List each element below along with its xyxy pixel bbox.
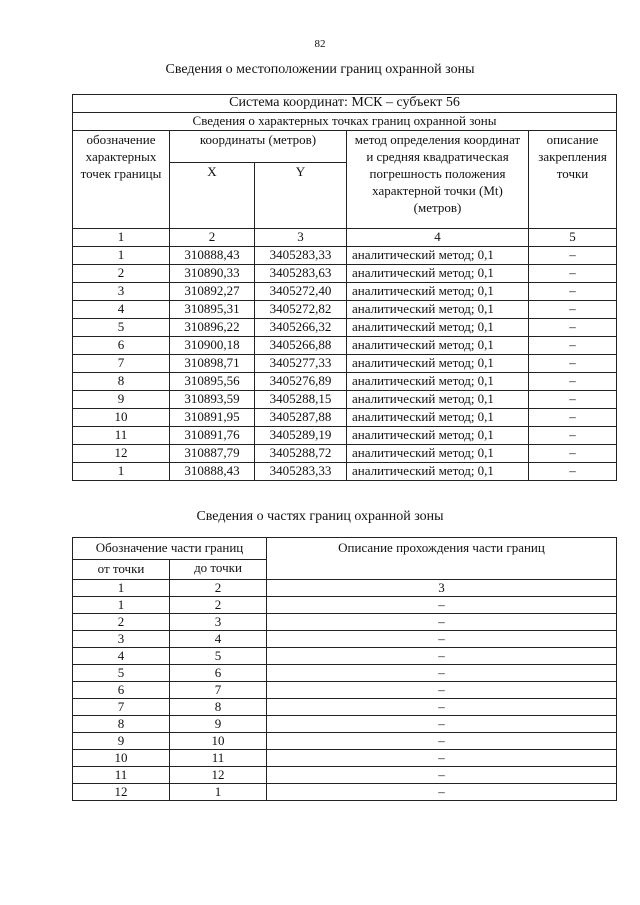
y-coordinate-cell: 3405283,33 — [255, 463, 347, 481]
to-point-cell: 9 — [170, 716, 267, 733]
y-coordinate-cell: 3405289,19 — [255, 427, 347, 445]
parts-title: Сведения о частях границ охранной зоны — [196, 509, 444, 524]
y-coordinate-cell: 3405266,32 — [255, 319, 347, 337]
point-number-cell: 10 — [73, 409, 170, 427]
page-number: 82 — [314, 38, 326, 50]
part-description-cell: – — [267, 597, 617, 614]
system-row — [73, 95, 617, 113]
to-point-cell: 12 — [170, 767, 267, 784]
y-coordinate-cell: 3405276,89 — [255, 373, 347, 391]
table-row — [73, 648, 617, 665]
header-row — [73, 131, 617, 163]
coordinates-header: координаты (метров) — [170, 131, 347, 163]
description-cell: – — [529, 283, 617, 301]
description-cell: – — [529, 337, 617, 355]
column-number: 1 — [73, 229, 170, 247]
column-number: 2 — [170, 229, 255, 247]
column-number: 2 — [170, 580, 267, 597]
from-point-cell: 4 — [73, 648, 170, 665]
table-row — [73, 699, 617, 716]
x-coordinate-cell: 310895,56 — [170, 373, 255, 391]
part-description-cell: – — [267, 716, 617, 733]
to-point-cell: 5 — [170, 648, 267, 665]
point-number-cell: 2 — [73, 265, 170, 283]
description-cell: – — [529, 319, 617, 337]
parts-table — [72, 537, 617, 801]
x-coordinate-cell: 310887,79 — [170, 445, 255, 463]
column-number: 5 — [529, 229, 617, 247]
x-coordinate-cell: 310900,18 — [170, 337, 255, 355]
to-point-cell: 7 — [170, 682, 267, 699]
to-point-cell: 10 — [170, 733, 267, 750]
x-coordinate-cell: 310888,43 — [170, 463, 255, 481]
method-cell: аналитический метод; 0,1 — [347, 265, 529, 283]
from-point-cell: 11 — [73, 767, 170, 784]
from-point-cell: 7 — [73, 699, 170, 716]
y-coordinate-cell: 3405283,63 — [255, 265, 347, 283]
method-cell: аналитический метод; 0,1 — [347, 283, 529, 301]
column-number: 1 — [73, 580, 170, 597]
table-row — [73, 337, 617, 355]
description-cell: – — [529, 445, 617, 463]
method-cell: аналитический метод; 0,1 — [347, 391, 529, 409]
table-row — [73, 750, 617, 767]
table-row — [73, 597, 617, 614]
x-coordinate-cell: 310893,59 — [170, 391, 255, 409]
table-row — [73, 355, 617, 373]
to-point-cell: 11 — [170, 750, 267, 767]
point-number-cell: 3 — [73, 283, 170, 301]
location-title: Сведения о местоположении границ охранной зоны — [165, 62, 475, 77]
points-table — [72, 94, 617, 481]
info-row — [73, 113, 617, 131]
table-row — [73, 265, 617, 283]
point-number-cell: 5 — [73, 319, 170, 337]
x-coordinate-cell: 310891,76 — [170, 427, 255, 445]
to-point-cell: 2 — [170, 597, 267, 614]
table-row — [73, 682, 617, 699]
from-point-cell: 5 — [73, 665, 170, 682]
from-point-cell: 8 — [73, 716, 170, 733]
table-row — [73, 409, 617, 427]
point-number-cell: 9 — [73, 391, 170, 409]
method-header: метод определения координат и средняя квадратическая погрешность положения характерной точки (Mt) (метров) — [347, 131, 529, 229]
part-description-cell: – — [267, 682, 617, 699]
point-number-cell: 1 — [73, 463, 170, 481]
y-coordinate-cell: 3405277,33 — [255, 355, 347, 373]
description-cell: – — [529, 463, 617, 481]
from-point-cell: 6 — [73, 682, 170, 699]
part-description-cell: – — [267, 733, 617, 750]
x-coordinate-cell: 310892,27 — [170, 283, 255, 301]
parts-header-row — [73, 538, 617, 560]
table-row — [73, 319, 617, 337]
point-designation-header: обозначение характерных точек границы — [73, 131, 170, 229]
from-point-cell: 9 — [73, 733, 170, 750]
x-coordinate-cell: 310898,71 — [170, 355, 255, 373]
from-point-header: от точки — [73, 560, 170, 580]
table-row — [73, 427, 617, 445]
point-number-cell: 11 — [73, 427, 170, 445]
to-point-cell: 4 — [170, 631, 267, 648]
point-number-cell: 1 — [73, 247, 170, 265]
method-cell: аналитический метод; 0,1 — [347, 301, 529, 319]
part-description-cell: – — [267, 750, 617, 767]
table-row — [73, 445, 617, 463]
from-point-cell: 10 — [73, 750, 170, 767]
table-row — [73, 247, 617, 265]
y-coordinate-cell: 3405272,82 — [255, 301, 347, 319]
x-header: X — [170, 163, 255, 229]
column-number: 3 — [255, 229, 347, 247]
y-coordinate-cell: 3405288,15 — [255, 391, 347, 409]
description-cell: – — [529, 247, 617, 265]
x-coordinate-cell: 310895,31 — [170, 301, 255, 319]
method-cell: аналитический метод; 0,1 — [347, 373, 529, 391]
part-description-cell: – — [267, 614, 617, 631]
points-info-cell: Сведения о характерных точках границ охранной зоны — [73, 113, 617, 131]
part-description-cell: – — [267, 631, 617, 648]
x-coordinate-cell: 310888,43 — [170, 247, 255, 265]
x-coordinate-cell: 310890,33 — [170, 265, 255, 283]
method-cell: аналитический метод; 0,1 — [347, 337, 529, 355]
part-description-cell: – — [267, 648, 617, 665]
to-point-header: до точки — [170, 560, 267, 580]
table-row — [73, 767, 617, 784]
description-cell: – — [529, 427, 617, 445]
to-point-cell: 6 — [170, 665, 267, 682]
y-coordinate-cell: 3405283,33 — [255, 247, 347, 265]
method-cell: аналитический метод; 0,1 — [347, 319, 529, 337]
from-point-cell: 1 — [73, 597, 170, 614]
table-row — [73, 631, 617, 648]
part-description-cell: – — [267, 665, 617, 682]
part-description-cell: – — [267, 784, 617, 801]
method-cell: аналитический метод; 0,1 — [347, 409, 529, 427]
description-cell: – — [529, 301, 617, 319]
parts-column-number-row — [73, 580, 617, 597]
table-row — [73, 716, 617, 733]
description-cell: – — [529, 373, 617, 391]
point-number-cell: 4 — [73, 301, 170, 319]
coordinate-system-cell: Система координат: МСК – субъект 56 — [73, 95, 617, 113]
table-row — [73, 614, 617, 631]
table-row — [73, 391, 617, 409]
table-row — [73, 373, 617, 391]
part-description-cell: – — [267, 699, 617, 716]
y-coordinate-cell: 3405288,72 — [255, 445, 347, 463]
method-cell: аналитический метод; 0,1 — [347, 427, 529, 445]
method-cell: аналитический метод; 0,1 — [347, 463, 529, 481]
point-number-cell: 6 — [73, 337, 170, 355]
table-row — [73, 665, 617, 682]
from-point-cell: 2 — [73, 614, 170, 631]
from-point-cell: 12 — [73, 784, 170, 801]
part-description-header: Описание прохождения части границ — [267, 538, 617, 580]
point-number-cell: 8 — [73, 373, 170, 391]
point-number-cell: 7 — [73, 355, 170, 373]
method-cell: аналитический метод; 0,1 — [347, 355, 529, 373]
description-cell: – — [529, 409, 617, 427]
description-cell: – — [529, 355, 617, 373]
table-row — [73, 733, 617, 750]
description-cell: – — [529, 391, 617, 409]
point-number-cell: 12 — [73, 445, 170, 463]
table-row — [73, 463, 617, 481]
description-cell: – — [529, 265, 617, 283]
part-designation-header: Обозначение части границ — [73, 538, 267, 560]
column-number-row — [73, 229, 617, 247]
x-coordinate-cell: 310896,22 — [170, 319, 255, 337]
table-row — [73, 283, 617, 301]
method-cell: аналитический метод; 0,1 — [347, 247, 529, 265]
description-header: описание закрепления точки — [529, 131, 617, 229]
to-point-cell: 3 — [170, 614, 267, 631]
table-row — [73, 301, 617, 319]
from-point-cell: 3 — [73, 631, 170, 648]
part-description-cell: – — [267, 767, 617, 784]
y-coordinate-cell: 3405266,88 — [255, 337, 347, 355]
to-point-cell: 1 — [170, 784, 267, 801]
y-coordinate-cell: 3405272,40 — [255, 283, 347, 301]
x-coordinate-cell: 310891,95 — [170, 409, 255, 427]
to-point-cell: 8 — [170, 699, 267, 716]
method-cell: аналитический метод; 0,1 — [347, 445, 529, 463]
column-number: 4 — [347, 229, 529, 247]
y-coordinate-cell: 3405287,88 — [255, 409, 347, 427]
y-header: Y — [255, 163, 347, 229]
table-row — [73, 784, 617, 801]
column-number: 3 — [267, 580, 617, 597]
